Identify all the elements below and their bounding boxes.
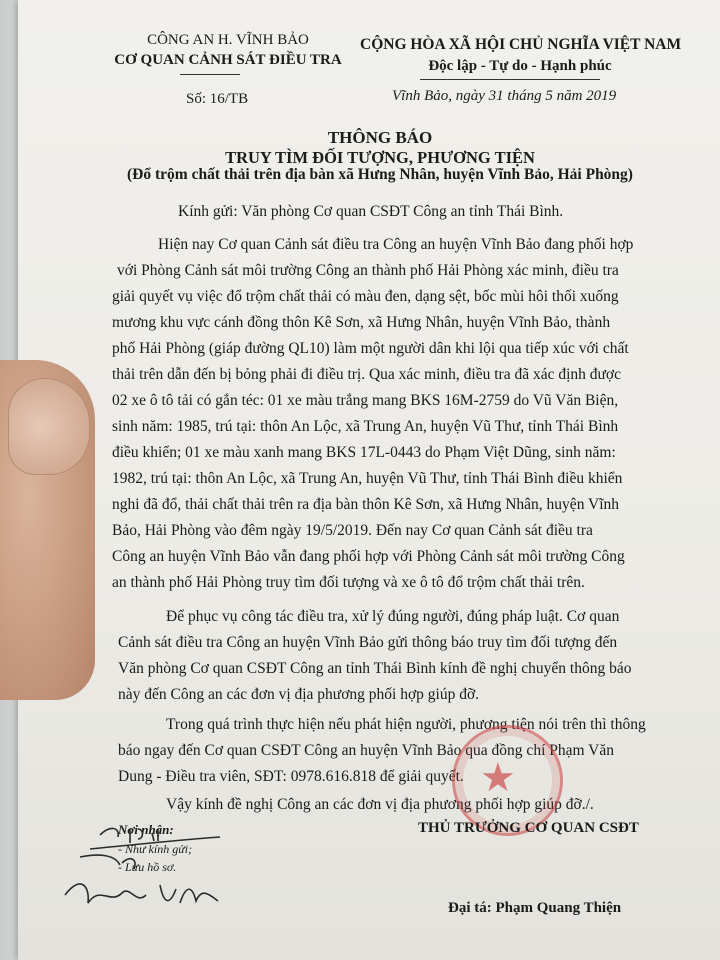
body-line: này đến Công an các đơn vị địa phương phối hợp giúp đỡ. [118, 686, 480, 703]
body-line: Bảo, Hải Phòng vào đêm ngày 19/5/2019. Đến nay Cơ quan Cảnh sát điều tra [112, 522, 593, 539]
document-subject: (Đổ trộm chất thải trên địa bàn xã Hưng Nhân, huyện Vĩnh Bảo, Hải Phòng) [127, 166, 633, 183]
body-line: an thành phố Hải Phòng truy tìm đối tượng và xe ô tô đổ trộm chất thải trên. [112, 574, 585, 591]
body-line: Trong quá trình thực hiện nếu phát hiện người, phương tiện nói trên thì thông [166, 716, 646, 733]
recipients-label: Nơi nhận: [118, 822, 174, 837]
place-date: Vĩnh Bảo, ngày 31 tháng 5 năm 2019 [392, 88, 617, 104]
agency-department: CƠ QUAN CẢNH SÁT ĐIỀU TRA [114, 52, 342, 68]
body-line: thải trên dẫn đến bị bỏng phải đi điều trị. Qua xác minh, điều tra đã xác định được [112, 366, 622, 383]
body-line: Dung - Điều tra viên, SĐT: 0978.616.818 để giải quyết. [118, 768, 464, 785]
body-line: phố Hải Phòng (giáp đường QL10) làm một người dân khi lội qua tiếp xúc với chất [112, 340, 629, 357]
body-line: với Phòng Cảnh sát môi trường Công an thành phố Hải Phòng xác minh, điều tra [117, 262, 619, 279]
handwritten-annotation [60, 815, 240, 945]
document-number: Số: 16/TB [186, 91, 249, 107]
body-line: mương khu vực cánh đồng thôn Kê Sơn, xã Hưng Nhân, huyện Vĩnh Bảo, thành [112, 314, 611, 331]
body-line: 1982, trú tại: thôn An Lộc, xã Trung An, huyện Vũ Thư, tỉnh Thái Bình điều khiển [112, 470, 623, 487]
body-line: Vậy kính đề nghị Công an các đơn vị địa phương phối hợp giúp đỡ./. [166, 796, 594, 813]
signatory-name: Đại tá: Phạm Quang Thiện [448, 900, 622, 916]
country-name: CỘNG HÒA XÃ HỘI CHỦ NGHĨA VIỆT NAM [360, 36, 682, 53]
agency-underline [180, 74, 240, 75]
handwritten-text-1 [120, 950, 121, 951]
motto-underline [420, 79, 600, 80]
thumb [8, 378, 90, 475]
body-line: báo ngay đến Cơ quan CSĐT Công an huyện Vĩnh Bảo qua đồng chí Phạm Văn [118, 742, 614, 759]
signatory-role: THỦ TRƯỞNG CƠ QUAN CSĐT [418, 820, 639, 836]
body-line: Cảnh sát điều tra Công an huyện Vĩnh Bảo gửi thông báo truy tìm đối tượng đến [118, 634, 618, 651]
body-line: Công an huyện Vĩnh Bảo vẫn đang phối hợp với Phòng Cảnh sát môi trường Công [112, 548, 625, 565]
motto: Độc lập - Tự do - Hạnh phúc [428, 58, 612, 74]
body-line: 02 xe ô tô tải có gắn téc: 01 xe màu trắng mang BKS 16M-2759 do Vũ Văn Biện, [112, 392, 619, 409]
seal-star-icon: ★ [480, 755, 516, 801]
recipient-line: Kính gửi: Văn phòng Cơ quan CSĐT Công an tỉnh Thái Bình. [178, 203, 564, 220]
body-line: điều khiển; 01 xe màu xanh mang BKS 17L-0443 do Phạm Việt Dũng, sinh năm: [112, 444, 616, 461]
body-line: sinh năm: 1985, trú tại: thôn An Lộc, xã Trung An, huyện Vũ Thư, tỉnh Thái Bình [112, 418, 619, 435]
document-title: THÔNG BÁO [327, 128, 433, 147]
body-line: nghi đã đổ, thải chất thải trên ra địa bàn thôn Kê Sơn, xã Hưng Nhân, huyện Vĩnh [112, 496, 620, 513]
body-line: giải quyết vụ việc đổ trộm chất thải có màu đen, dạng sệt, bốc mùi hôi thối xuống [112, 288, 619, 305]
body-line: Hiện nay Cơ quan Cảnh sát điều tra Công an huyện Vĩnh Bảo đang phối hợp [158, 236, 634, 253]
body-line: Văn phòng Cơ quan CSĐT Công an tỉnh Thái Bình kính đề nghị chuyển thông báo [118, 660, 632, 677]
document-subtitle: TRUY TÌM ĐỐI TƯỢNG, PHƯƠNG TIỆN [225, 148, 535, 167]
agency-name: CÔNG AN H. VĨNH BẢO [147, 32, 309, 48]
recipients-item: - Lưu hồ sơ. [118, 860, 177, 874]
recipients-item: - Như kính gửi; [118, 842, 193, 856]
body-line: Để phục vụ công tác điều tra, xử lý đúng người, đúng pháp luật. Cơ quan [166, 608, 620, 625]
